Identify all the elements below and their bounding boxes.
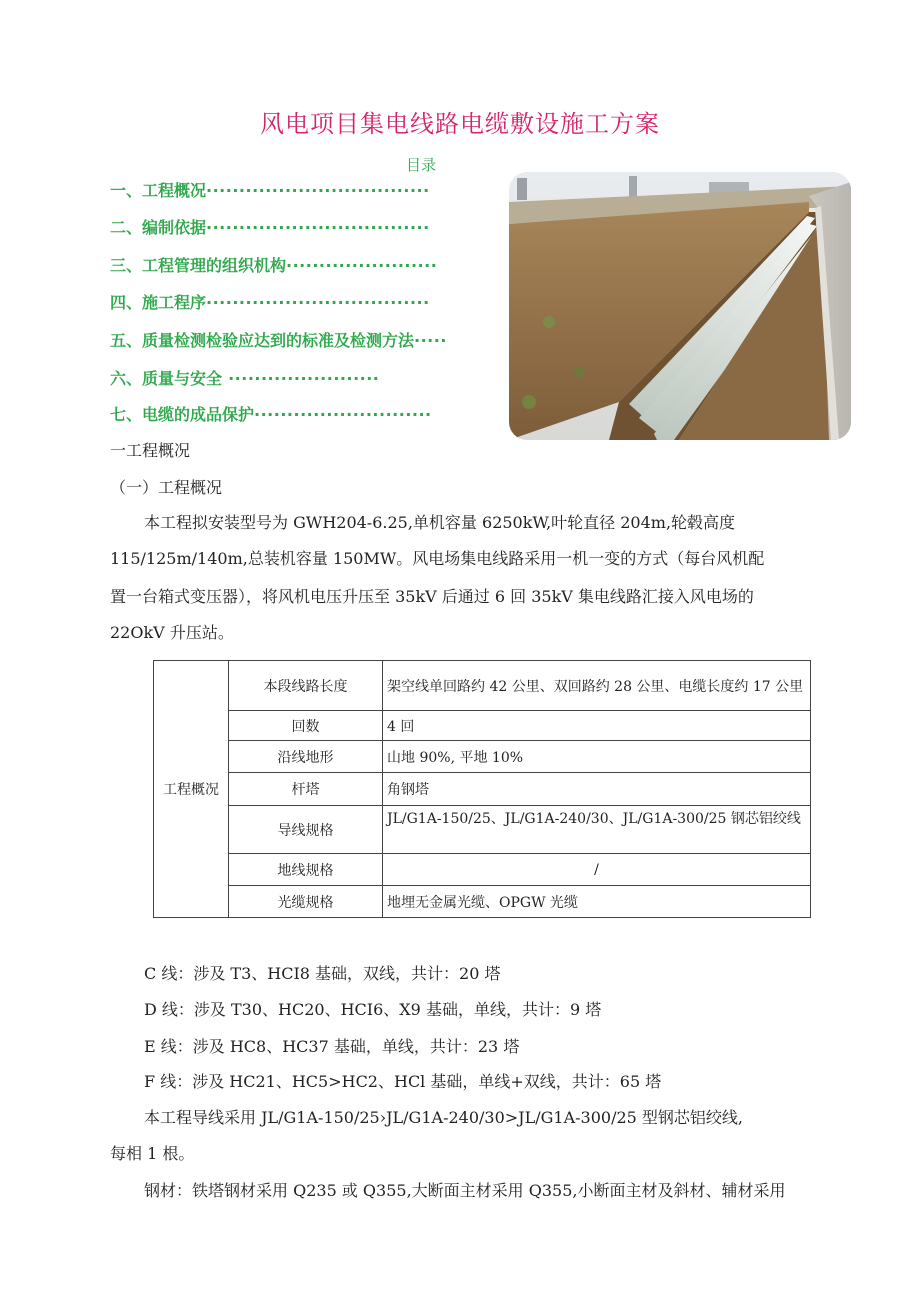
toc-heading: 目录 (406, 156, 437, 174)
table-label-cell: 本段线路长度 (229, 661, 383, 711)
line-item: F 线：涉及 HC21、HC5>HC2、HCl 基础，单线+双线，共计：65 塔 (144, 1072, 662, 1091)
toc-item-label: 六、质量与安全 (110, 369, 223, 388)
intro-line-3: 置一台箱式变压器），将风机电压升压至 35kV 后通过 6 回 35kV 集电线路汇接入风电场的 (110, 587, 754, 606)
table-value-cell: JL/G1A-150/25、JL/G1A-240/30、JL/G1A-300/25 钢芯铝绞线 (383, 806, 811, 854)
table-label-cell: 沿线地形 (229, 741, 383, 773)
table-row (154, 661, 811, 711)
section-heading: 一工程概况 (110, 441, 191, 460)
toc-leader-dots: ····· (414, 331, 447, 350)
toc-leader-dots: ··························· (254, 405, 432, 424)
table-value-cell: / (383, 854, 811, 886)
table-label-cell: 地线规格 (229, 854, 383, 886)
table-row (154, 886, 811, 918)
cable-trench-illustration (509, 172, 851, 440)
table-row (154, 806, 811, 854)
table-label-cell: 杆塔 (229, 773, 383, 806)
table-value-cell: 角钢塔 (383, 773, 811, 806)
table-value-cell: 架空线单回路约 42 公里、双回路约 28 公里、电缆长度约 17 公里 (383, 661, 811, 711)
conductor-line-1: 本工程导线采用 JL/G1A-150/25›JL/G1A-240/30>JL/G1A-300/25 型钢芯铝绞线, (144, 1108, 743, 1127)
table-row (154, 773, 811, 806)
toc-item-label: 三、工程管理的组织机构 (110, 256, 287, 275)
toc-leader-dots: ······················· (222, 369, 380, 388)
intro-line-4: 22OkV 升压站。 (110, 623, 234, 642)
line-item: D 线：涉及 T30、HC20、HCI6、X9 基础，单线，共计：9 塔 (144, 1000, 602, 1019)
intro-line-2: 115/125m/140m,总装机容量 150MW。风电场集电线路采用一机一变的方式（每台风机配 (110, 549, 765, 568)
toc-leader-dots: ·································· (206, 293, 430, 312)
table-category-cell: 工程概况 (154, 661, 229, 918)
intro-line-1: 本工程拟安装型号为 GWH204-6.25,单机容量 6250kW,叶轮直径 204m,轮毂高度 (144, 513, 736, 532)
line-item: E 线：涉及 HC8、HC37 基础，单线，共计：23 塔 (144, 1037, 520, 1056)
table-row (154, 741, 811, 773)
toc-item[interactable] (110, 215, 430, 241)
toc-item-label: 七、电缆的成品保护 (110, 405, 255, 424)
toc-leader-dots: ······················· (286, 256, 438, 275)
table-label-cell: 光缆规格 (229, 886, 383, 918)
toc-leader-dots: ·································· (206, 218, 430, 237)
table-row (154, 711, 811, 741)
toc-item-label: 一、工程概况 (110, 181, 207, 200)
subsection-heading: （一）工程概况 (110, 478, 223, 497)
table-value-cell: 地埋无金属光缆、OPGW 光缆 (383, 886, 811, 918)
project-overview-table (153, 660, 811, 918)
toc-item[interactable] (110, 253, 437, 279)
table-label-cell: 回数 (229, 711, 383, 741)
line-item: C 线：涉及 T3、HCI8 基础，双线，共计：20 塔 (144, 964, 501, 983)
toc-item-label: 五、质量检测检验应达到的标准及检测方法 (110, 331, 415, 350)
toc-item[interactable] (110, 402, 432, 428)
toc-item[interactable] (110, 178, 430, 204)
toc-item[interactable] (110, 290, 430, 316)
toc-item[interactable] (110, 328, 447, 354)
document-title: 风电项目集电线路电缆敷设施工方案 (260, 110, 660, 138)
conductor-line-2: 每相 1 根。 (110, 1144, 195, 1163)
cable-trench-photo (509, 172, 851, 440)
table-label-cell: 导线规格 (229, 806, 383, 854)
table-value-cell: 4 回 (383, 711, 811, 741)
toc-item[interactable] (110, 366, 379, 392)
table-row (154, 854, 811, 886)
toc-leader-dots: ·································· (206, 181, 430, 200)
toc-item-label: 四、施工程序 (110, 293, 207, 312)
steel-line: 钢材：铁塔钢材采用 Q235 或 Q355,大断面主材采用 Q355,小断面主材及斜材、辅材采用 (144, 1181, 786, 1200)
toc-item-label: 二、编制依据 (110, 218, 207, 237)
table-value-cell: 山地 90%, 平地 10% (383, 741, 811, 773)
